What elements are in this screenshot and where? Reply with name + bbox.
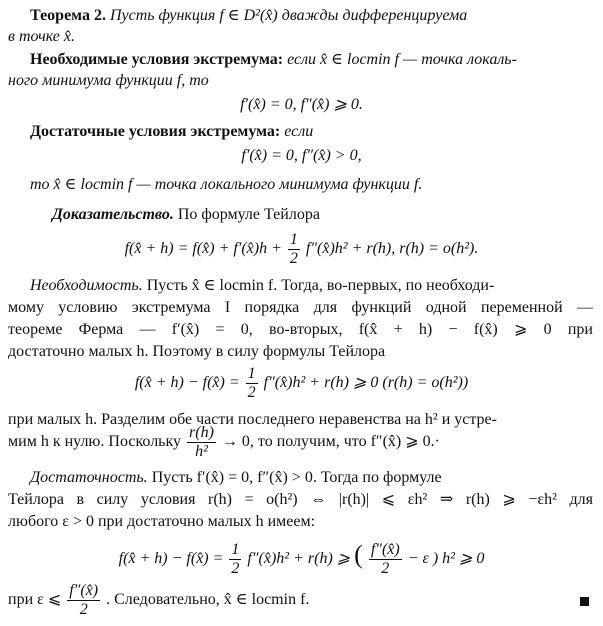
necessary-line-1 <box>30 50 517 70</box>
sufficiency-paren-close: − ε ) h² ⩾ 0 <box>407 550 485 567</box>
sufficiency-paren-open: ( <box>354 540 363 569</box>
sufficiency-frac1-den: 2 <box>231 559 240 577</box>
sufficiency-fraction-2 <box>369 541 402 578</box>
necessity-head: Необходимость. <box>30 277 143 294</box>
sufficiency-last-a: при ε ⩽ <box>8 591 62 608</box>
sufficiency-frac1-num: 1 <box>231 540 240 558</box>
limit-fraction <box>187 424 216 461</box>
necessity-line-6-b: → 0, то получим, что f″(x̂) ⩾ 0.· <box>221 433 440 450</box>
necessary-line-2: ного минимума функции f, то <box>8 72 209 89</box>
proof-head: Доказательство. <box>52 206 174 223</box>
taylor-left: f(x̂ + h) = f(x̂) + f′(x̂)h + <box>124 240 282 257</box>
sufficiency-frac2-den: 2 <box>381 559 390 577</box>
sufficiency-line-2: Тейлора в силу условия r(h) = o(h²) ⇔ |r(h)| ⩽ εh² ⇒ r(h) ⩾ −εh² для <box>8 491 593 508</box>
sufficiency-frac2-num: f″(x̂) <box>370 540 400 558</box>
sufficiency-line-1 <box>30 468 442 488</box>
sufficient-conclusion: то x̂ ∈ locmin f — точка локального минимума функции f. <box>30 176 423 193</box>
theorem-text-1: Пусть функция f ∈ D²(x̂) дважды дифференцируема <box>109 7 468 24</box>
necessity-line-1 <box>30 276 494 296</box>
sufficiency-head: Достаточность. <box>30 469 148 486</box>
necessity-frac-den: 2 <box>247 383 256 401</box>
proof-line <box>52 205 320 225</box>
sufficiency-last-frac-num: f″(x̂) <box>69 581 99 599</box>
necessity-line-6-a: мим h к нулю. Поскольку <box>8 433 182 450</box>
necessity-line-5: при малых h. Разделим обе части последнего неравенства на h² и устре- <box>8 411 497 428</box>
sufficiency-last-line <box>8 580 309 620</box>
sufficiency-last-frac-den: 2 <box>79 600 88 618</box>
taylor-frac-den: 2 <box>289 249 298 267</box>
necessity-fraction <box>246 365 258 402</box>
necessity-formula-right: f″(x̂)h² + r(h) ⩾ 0 (r(h) = o(h²)) <box>263 374 469 391</box>
sufficient-line-1 <box>30 122 313 142</box>
necessity-line-2: мому условию экстремума I порядка для функций одной переменной — <box>8 299 593 316</box>
necessity-formula <box>0 363 603 403</box>
limit-frac-num: r(h) <box>189 423 214 441</box>
necessity-frac-num: 1 <box>247 364 256 382</box>
necessity-line-3: теореме Ферма — f′(x̂) = 0, во-вторых, f(x̂ + h) − f(x̂) ⩾ 0 при <box>8 321 593 338</box>
proof-text: По формуле Тейлора <box>177 206 320 223</box>
sufficient-tail: если <box>284 123 314 140</box>
sufficient-title: Достаточные условия экстремума: <box>30 123 281 140</box>
sufficiency-text-1: Пусть f′(x̂) = 0, f″(x̂) > 0. Тогда по формуле <box>151 469 442 486</box>
necessary-formula: f′(x̂) = 0, f″(x̂) ⩾ 0. <box>240 96 363 113</box>
theorem-line-1 <box>30 6 467 26</box>
sufficiency-last-fraction <box>67 582 100 619</box>
sufficiency-line-3: любого ε > 0 при достаточно малых h имеем: <box>8 513 316 530</box>
sufficiency-last-b: . Следовательно, x̂ ∈ locmin f. <box>106 591 310 608</box>
necessary-title: Необходимые условия экстремума: <box>30 51 284 68</box>
taylor-fraction <box>288 231 300 268</box>
necessary-tail: если x̂ ∈ locmin f — точка локаль- <box>287 51 517 68</box>
sufficiency-formula <box>0 535 603 579</box>
qed-square-icon <box>580 597 589 606</box>
sufficiency-formula-mid: f″(x̂)h² + r(h) ⩾ <box>247 550 351 567</box>
limit-frac-den: h² <box>195 442 208 460</box>
necessity-text-1: Пусть x̂ ∈ locmin f. Тогда, во-первых, по необходи- <box>146 277 495 294</box>
theorem-head: Теорема 2. <box>30 7 106 24</box>
sufficiency-fraction-1 <box>229 541 241 578</box>
theorem-line-2: в точке x̂. <box>8 28 76 45</box>
necessity-line-4: достаточно малых h. Поэтому в силу формулы Тейлора <box>8 343 386 360</box>
taylor-frac-num: 1 <box>289 230 298 248</box>
taylor-right: f″(x̂)h² + r(h), r(h) = o(h²). <box>305 240 479 257</box>
necessity-line-6 <box>8 422 440 462</box>
sufficiency-formula-left: f(x̂ + h) − f(x̂) = <box>118 550 224 567</box>
necessity-formula-left: f(x̂ + h) − f(x̂) = <box>134 374 240 391</box>
sufficient-formula: f′(x̂) = 0, f″(x̂) > 0, <box>241 147 362 164</box>
taylor-formula <box>0 229 603 269</box>
